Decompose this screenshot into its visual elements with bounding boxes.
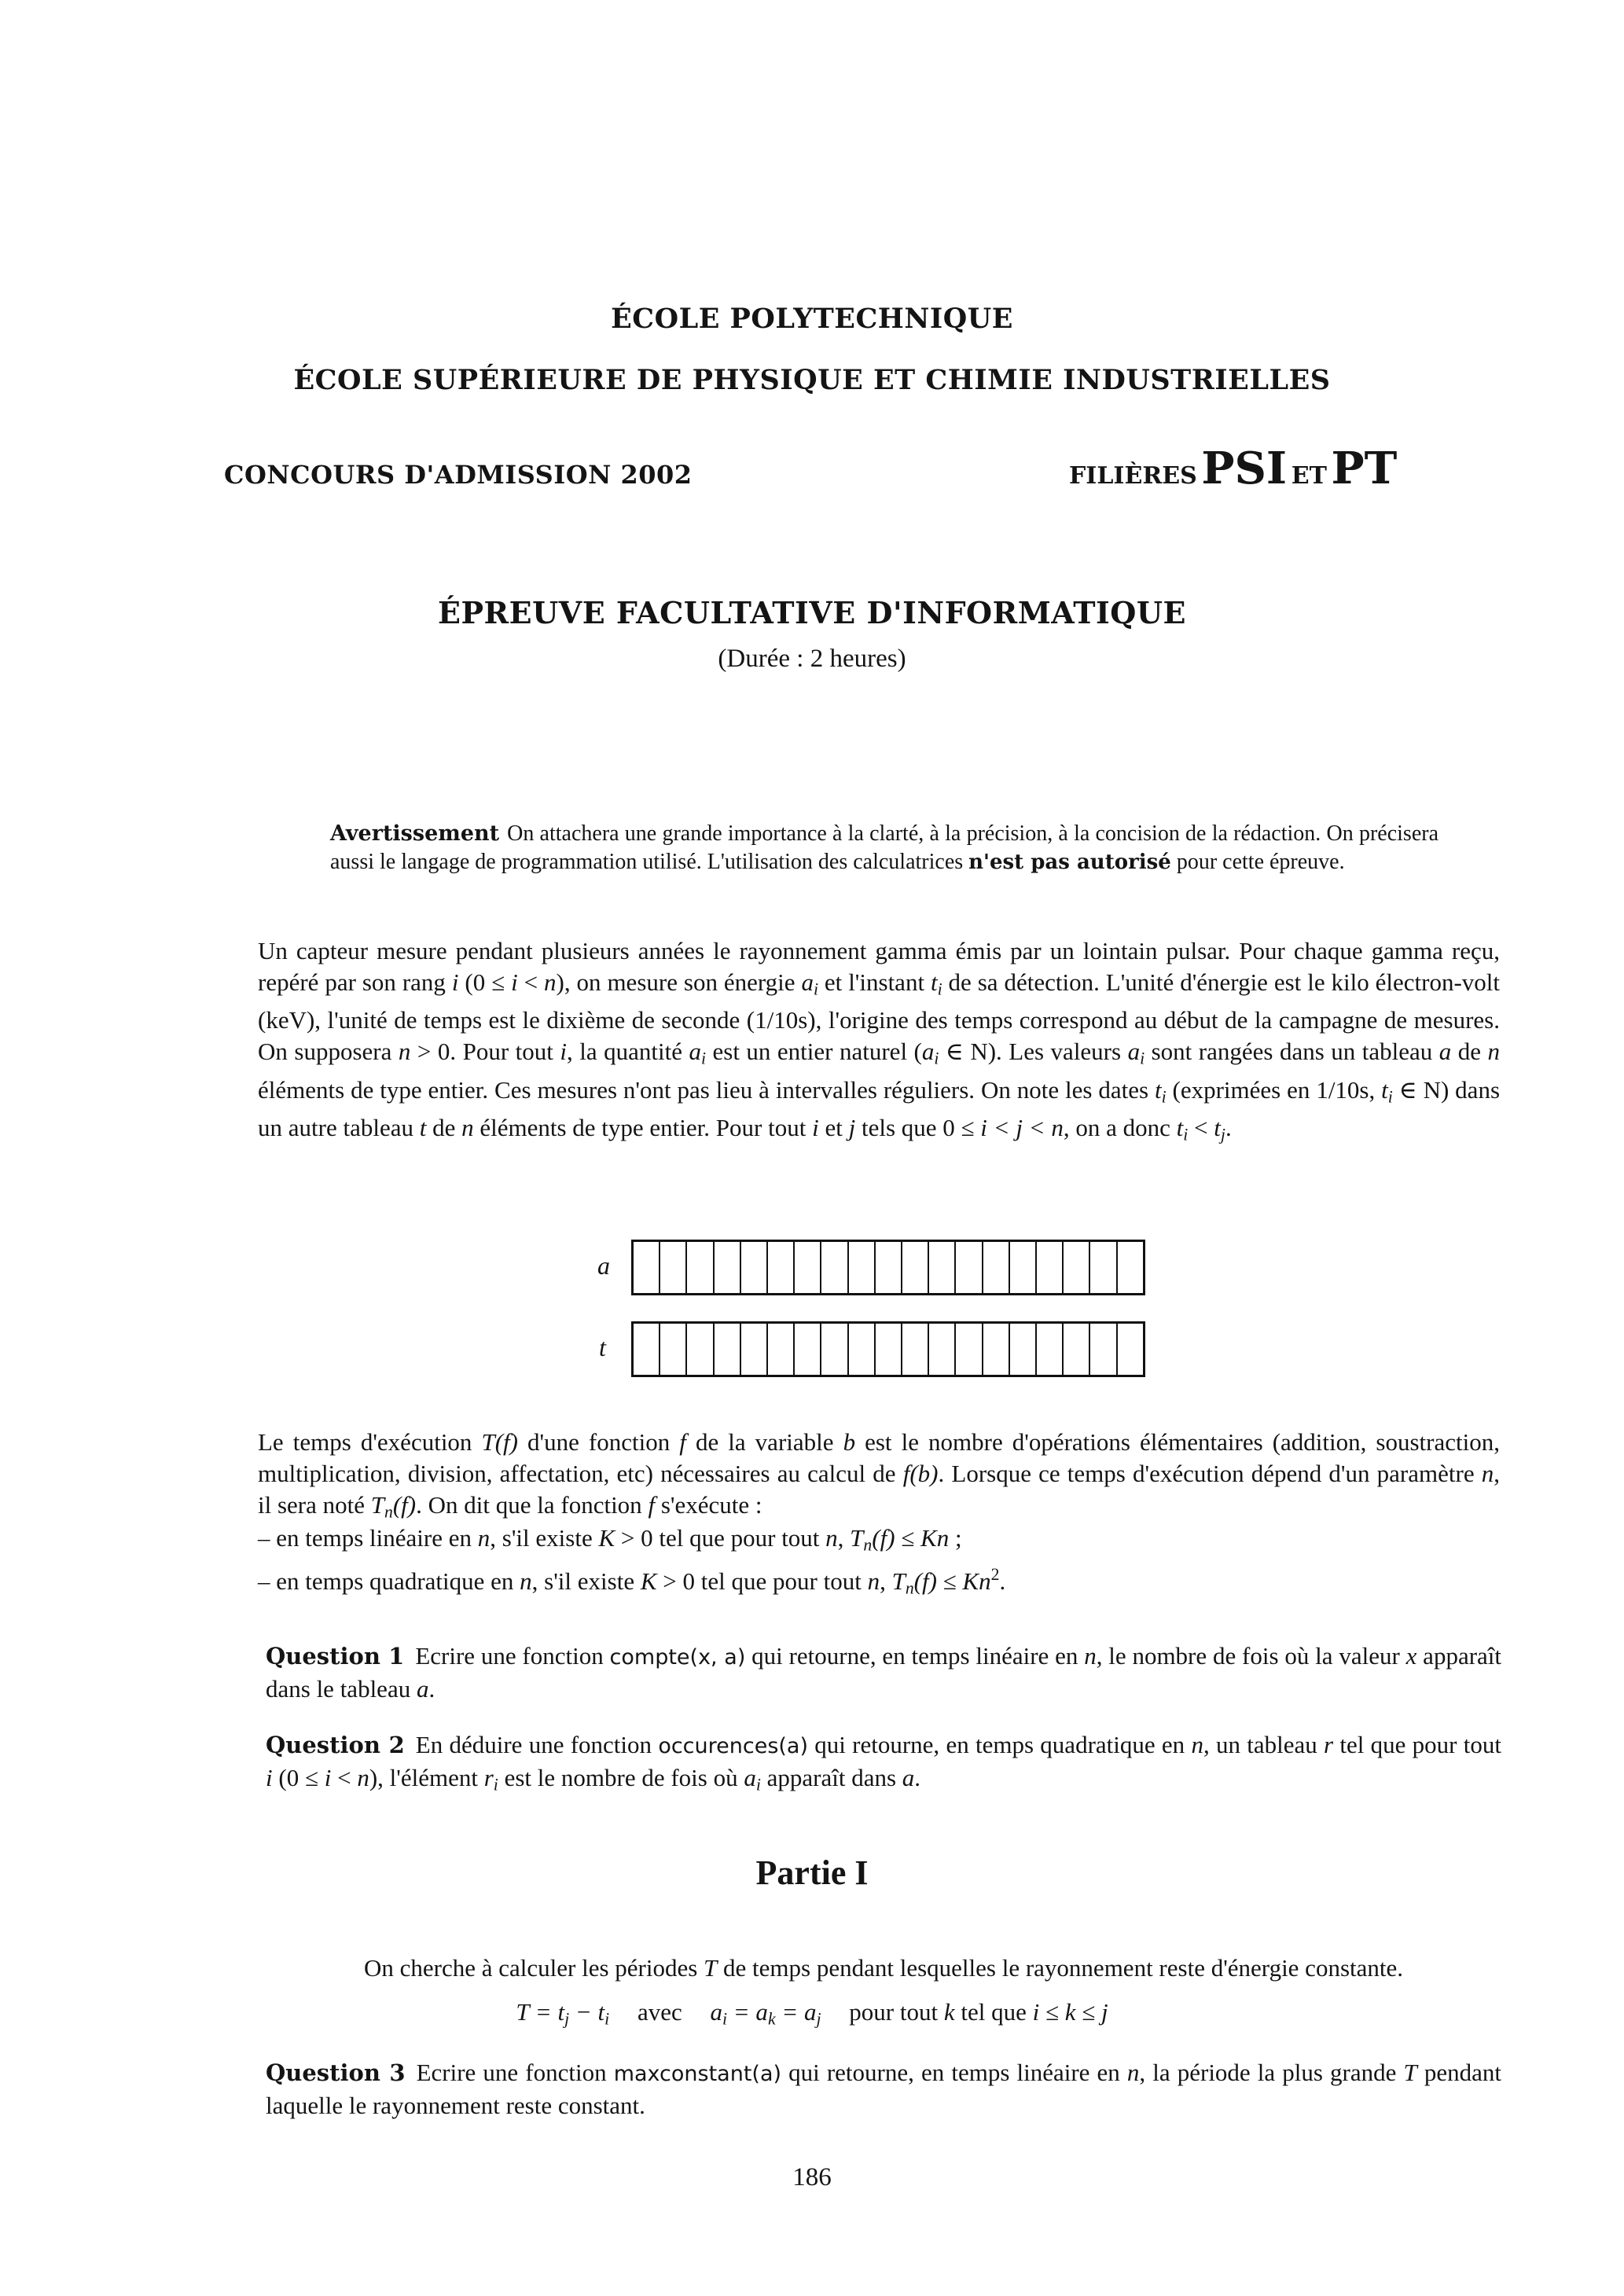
text-fragment: < (331, 1764, 358, 1791)
question-3-label: Question 3 (266, 2059, 406, 2086)
text-fragment: i < j < n (980, 1114, 1064, 1142)
text-fragment: i (324, 1764, 332, 1791)
text-fragment: n (1191, 1731, 1203, 1758)
list-item-quadratic (258, 1559, 1500, 1603)
array-cell (821, 1324, 848, 1375)
text-fragment: ), on mesure son énergie (556, 968, 802, 996)
text-fragment: – en temps linéaire en (258, 1524, 478, 1552)
function-name-maxconstant: maxconstant(a) (613, 2062, 782, 2086)
text-fragment: T(f) (481, 1428, 518, 1456)
text-fragment: > 0 tel que pour tout (615, 1524, 826, 1552)
function-name-occurences: occurences(a) (658, 1734, 808, 1758)
text-fragment: apparaît dans (760, 1764, 902, 1791)
text-fragment: pendant laquelle le rayonnement reste constant. (266, 2059, 1501, 2119)
array-cell (715, 1242, 741, 1293)
list-item-linear (258, 1523, 1500, 1559)
text-fragment: On cherche à calculer les périodes (363, 1954, 704, 1982)
text-fragment: i (937, 979, 942, 999)
text-fragment: et (818, 1114, 849, 1142)
text-fragment: éléments de type entier. Pour tout (473, 1114, 813, 1142)
text-fragment: qui retourne, en temps linéaire en (745, 1642, 1085, 1670)
text-fragment: t (1381, 1075, 1388, 1104)
text-fragment: t (1176, 1114, 1184, 1142)
text-fragment: n (867, 1567, 880, 1596)
filieres-prefix: FILIÈRES (1069, 462, 1197, 490)
warning-bold: n'est pas autorisé (968, 850, 1171, 874)
text-fragment: n (398, 1038, 411, 1066)
text-fragment: > 0 tel que pour tout (656, 1567, 868, 1596)
text-fragment: i (934, 1049, 939, 1068)
array-t-label: t (599, 1333, 606, 1361)
text-fragment: de la variable (685, 1428, 843, 1456)
text-fragment: (0 ≤ (272, 1764, 325, 1791)
text-fragment: de temps pendant lesquelles le rayonnement reste d'énergie constante. (717, 1954, 1404, 1982)
array-cell (1064, 1242, 1090, 1293)
text-fragment: T (370, 1491, 385, 1519)
array-cell (687, 1242, 714, 1293)
filieres-et: ET (1291, 462, 1327, 490)
text-fragment: n (384, 1502, 393, 1522)
text-fragment: et l'instant (818, 968, 931, 996)
text-fragment: i (604, 2009, 610, 2029)
section-title-partie-1: Partie I (755, 1853, 869, 1892)
text-fragment: , un tableau (1203, 1731, 1325, 1758)
text-fragment: avec (637, 1998, 682, 2026)
text-fragment: T (1403, 2059, 1417, 2086)
text-fragment: Ecrire une fonction (416, 2059, 614, 2086)
text-fragment: a (921, 1038, 935, 1066)
text-fragment: j (564, 2009, 570, 2029)
text-fragment: (f) ≤ Kn (913, 1567, 991, 1596)
text-fragment: , la période la plus grande (1139, 2059, 1404, 2086)
text-fragment: . (1225, 1114, 1232, 1142)
array-cell (1037, 1324, 1064, 1375)
filieres-label (1069, 443, 1397, 494)
array-cell (795, 1242, 821, 1293)
text-fragment: i (266, 1764, 273, 1791)
text-fragment: i (511, 968, 518, 996)
text-fragment: a (416, 1675, 429, 1703)
complexity-list (258, 1523, 1500, 1604)
text-fragment: k (943, 1998, 955, 2026)
text-fragment: n (1126, 2059, 1140, 2086)
array-cell (956, 1324, 983, 1375)
text-fragment: , il sera noté (258, 1460, 1500, 1519)
text-fragment: tel que pour tout (1333, 1731, 1501, 1758)
text-fragment: – en temps quadratique en (258, 1567, 520, 1596)
text-fragment: i (1140, 1049, 1145, 1068)
warning-label: Avertissement (330, 821, 500, 846)
text-fragment: ∈ N). Les valeurs (939, 1038, 1128, 1066)
text-fragment: . (999, 1567, 1006, 1596)
text-fragment: K (598, 1524, 615, 1552)
text-fragment: n (1481, 1460, 1494, 1487)
text-fragment: n (863, 1535, 873, 1555)
text-fragment: s'exécute : (655, 1491, 762, 1519)
array-cell (1064, 1324, 1090, 1375)
text-fragment: t (1214, 1114, 1221, 1142)
text-fragment: x (1405, 1642, 1417, 1670)
text-fragment: qui retourne, en temps quadratique en (808, 1731, 1192, 1758)
text-fragment: , le nombre de fois où la valeur (1096, 1642, 1406, 1670)
array-cell (821, 1242, 848, 1293)
array-cell (902, 1242, 929, 1293)
text-fragment: i (1183, 1125, 1189, 1144)
text-fragment: ), l'élément (369, 1764, 484, 1791)
text-fragment: , s'il existe (531, 1567, 641, 1596)
text-fragment: , la quantité (567, 1038, 689, 1066)
array-cell (1118, 1324, 1143, 1375)
intro-paragraph (258, 935, 1500, 1151)
text-fragment: ∈ N) dans un autre tableau (258, 1075, 1501, 1142)
text-fragment: n (1084, 1642, 1097, 1670)
text-fragment: (f) ≤ Kn (872, 1524, 950, 1552)
text-fragment: a (710, 1998, 722, 2026)
array-cell (1010, 1242, 1037, 1293)
text-fragment: < (1188, 1114, 1214, 1142)
text-fragment: n (477, 1524, 491, 1552)
array-cell (741, 1324, 768, 1375)
text-fragment: i (1387, 1087, 1393, 1107)
text-fragment: . On dit que la fonction (416, 1491, 648, 1519)
exam-duration: (Durée : 2 heures) (718, 645, 906, 673)
text-fragment: ; (949, 1524, 962, 1552)
warning-block (330, 820, 1438, 876)
text-fragment: de (426, 1114, 462, 1142)
text-fragment: i (722, 2009, 728, 2029)
text-fragment: t (419, 1114, 427, 1142)
text-fragment: est le nombre d'opérations élémentaires (addition, soustraction, multiplication, division, affectation, etc) nécessaires au calcul de (258, 1428, 1500, 1487)
function-name-compte: compte(x, a) (609, 1645, 746, 1670)
text-fragment: r (483, 1764, 494, 1791)
text-fragment: i (493, 1775, 498, 1795)
text-fragment: n (1487, 1038, 1501, 1066)
text-fragment: Ecrire une fonction (415, 1642, 610, 1670)
text-fragment: a (1127, 1038, 1141, 1066)
text-fragment: > 0. Pour tout (410, 1038, 560, 1066)
text-fragment: T (704, 1954, 718, 1982)
text-fragment: Un capteur mesure pendant plusieurs années le rayonnement gamma émis par un lointain pulsar. Pour chaque gamma reçu, repéré par son rang (258, 937, 1500, 996)
text-fragment: a (801, 968, 814, 996)
array-cell (1090, 1324, 1117, 1375)
concours-label: CONCOURS D'ADMISSION 2002 (224, 460, 693, 490)
partie-1-intro (266, 1953, 1501, 1984)
text-fragment: r (1324, 1731, 1334, 1758)
array-a-diagram (631, 1240, 1145, 1295)
array-cell (983, 1242, 1010, 1293)
school-name-espci: ÉCOLE SUPÉRIEURE DE PHYSIQUE ET CHIMIE INDUSTRIELLES (293, 364, 1331, 396)
array-cell (768, 1324, 795, 1375)
text-fragment: . (428, 1675, 435, 1703)
array-cell (876, 1242, 902, 1293)
array-cell (876, 1324, 902, 1375)
text-fragment: t (1154, 1075, 1162, 1104)
warning-text-end: pour cette épreuve. (1170, 850, 1345, 874)
text-fragment: (0 ≤ (458, 968, 512, 996)
text-fragment: K (640, 1567, 657, 1596)
text-fragment: , s'il existe (490, 1524, 599, 1552)
array-cell (795, 1324, 821, 1375)
text-fragment: , (880, 1567, 892, 1596)
text-fragment: n (357, 1764, 369, 1791)
text-fragment: tels que 0 ≤ (855, 1114, 981, 1142)
text-fragment: T (850, 1524, 864, 1552)
text-fragment: , (837, 1524, 851, 1552)
array-cell (849, 1324, 876, 1375)
text-fragment: j (1220, 1125, 1225, 1144)
text-fragment: a (1438, 1038, 1452, 1066)
text-fragment: de sa détection. L'unité d'énergie est le kilo électron-volt (keV), l'unité de temps est le dixième de seconde (1/10s), l'origine des temps correspond au début de la campagne de mesures. On supposera (258, 968, 1501, 1066)
text-fragment: T (891, 1567, 906, 1596)
text-fragment: i (813, 979, 818, 999)
question-2-label: Question 2 (266, 1732, 405, 1758)
text-fragment: est le nombre de fois où (498, 1764, 744, 1791)
array-cell (849, 1242, 876, 1293)
text-fragment: = a (775, 1998, 817, 2026)
question-1-label: Question 1 (266, 1643, 405, 1670)
exam-title: ÉPREUVE FACULTATIVE D'INFORMATIQUE (438, 595, 1186, 630)
array-cell (660, 1324, 687, 1375)
array-cell (929, 1242, 956, 1293)
text-fragment: (f) (392, 1491, 417, 1519)
text-fragment: j (816, 2009, 821, 2029)
array-cell (715, 1324, 741, 1375)
text-fragment: (exprimées en 1/10s, (1166, 1075, 1382, 1104)
text-fragment: t (930, 968, 938, 996)
array-cell (1118, 1242, 1143, 1293)
text-fragment: n (544, 968, 557, 996)
warning-text: On attachera une grande importance à la clarté, à la précision, à la concision de la rédaction. On précisera aussi le langage de programmation utilisé. L'utilisation des calculatrices (330, 821, 1438, 874)
text-fragment: a (902, 1764, 915, 1791)
array-cell (1010, 1324, 1037, 1375)
array-cell (768, 1242, 795, 1293)
array-t-diagram (631, 1321, 1145, 1377)
text-fragment: i ≤ k ≤ j (1032, 1998, 1108, 2026)
text-fragment: i (700, 1049, 706, 1068)
text-fragment: i (755, 1775, 761, 1795)
array-a-label: a (597, 1251, 610, 1280)
question-3 (266, 2057, 1501, 2122)
complexity-paragraph (258, 1427, 1500, 1527)
school-name-polytechnique: ÉCOLE POLYTECHNIQUE (611, 303, 1013, 335)
text-fragment: b (843, 1428, 856, 1456)
question-1 (266, 1640, 1501, 1705)
array-cell (660, 1242, 687, 1293)
text-fragment: , on a donc (1063, 1114, 1177, 1142)
text-fragment: < (517, 968, 545, 996)
text-fragment: Le temps d'exécution (258, 1428, 482, 1456)
text-fragment: tel que (954, 1998, 1033, 2026)
text-fragment: n (825, 1524, 838, 1552)
text-fragment: a (744, 1764, 756, 1791)
text-fragment: j (848, 1114, 856, 1142)
array-cell (741, 1242, 768, 1293)
text-fragment: i (451, 968, 459, 996)
question-2 (266, 1729, 1501, 1800)
text-fragment: i (560, 1038, 567, 1066)
text-fragment: . (914, 1764, 921, 1791)
text-fragment: d'une fonction (517, 1428, 680, 1456)
array-cell (1037, 1242, 1064, 1293)
text-fragment: . Lorsque ce temps d'exécution dépend d'un paramètre (938, 1460, 1482, 1487)
text-fragment: En déduire une fonction (415, 1731, 659, 1758)
array-cell (687, 1324, 714, 1375)
text-fragment: i (1161, 1087, 1167, 1107)
text-fragment: f(b) (902, 1460, 939, 1487)
array-cell (634, 1242, 660, 1293)
page-number: 186 (792, 2163, 832, 2191)
text-fragment: a (689, 1038, 701, 1066)
array-cell (983, 1324, 1010, 1375)
text-fragment: apparaît dans le tableau (266, 1642, 1502, 1703)
array-cell (634, 1324, 660, 1375)
text-fragment: est un entier naturel ( (706, 1038, 922, 1066)
text-fragment: n (461, 1114, 474, 1142)
text-fragment: − t (569, 1998, 605, 2026)
text-fragment: pour tout (849, 1998, 944, 2026)
text-fragment: 2 (990, 1565, 1000, 1585)
array-cell (956, 1242, 983, 1293)
text-fragment: = a (727, 1998, 768, 2026)
partie-1-formula (0, 1997, 1624, 2034)
text-fragment: f (679, 1428, 686, 1456)
text-fragment: éléments de type entier. Ces mesures n'ont pas lieu à intervalles réguliers. On note les dates (258, 1075, 1155, 1104)
text-fragment: qui retourne, en temps linéaire en (781, 2059, 1127, 2086)
array-cell (902, 1324, 929, 1375)
text-fragment: k (767, 2009, 776, 2029)
text-fragment: T = t (516, 1998, 565, 2026)
text-fragment: f (648, 1491, 656, 1519)
text-fragment: sont rangées dans un tableau (1145, 1038, 1439, 1066)
text-fragment: n (905, 1578, 914, 1598)
filiere-pt: PT (1331, 443, 1398, 494)
text-fragment: de (1451, 1038, 1488, 1066)
filiere-psi: PSI (1201, 443, 1288, 494)
text-fragment: n (520, 1567, 532, 1596)
array-cell (929, 1324, 956, 1375)
array-cell (1090, 1242, 1117, 1293)
text-fragment: i (812, 1114, 819, 1142)
